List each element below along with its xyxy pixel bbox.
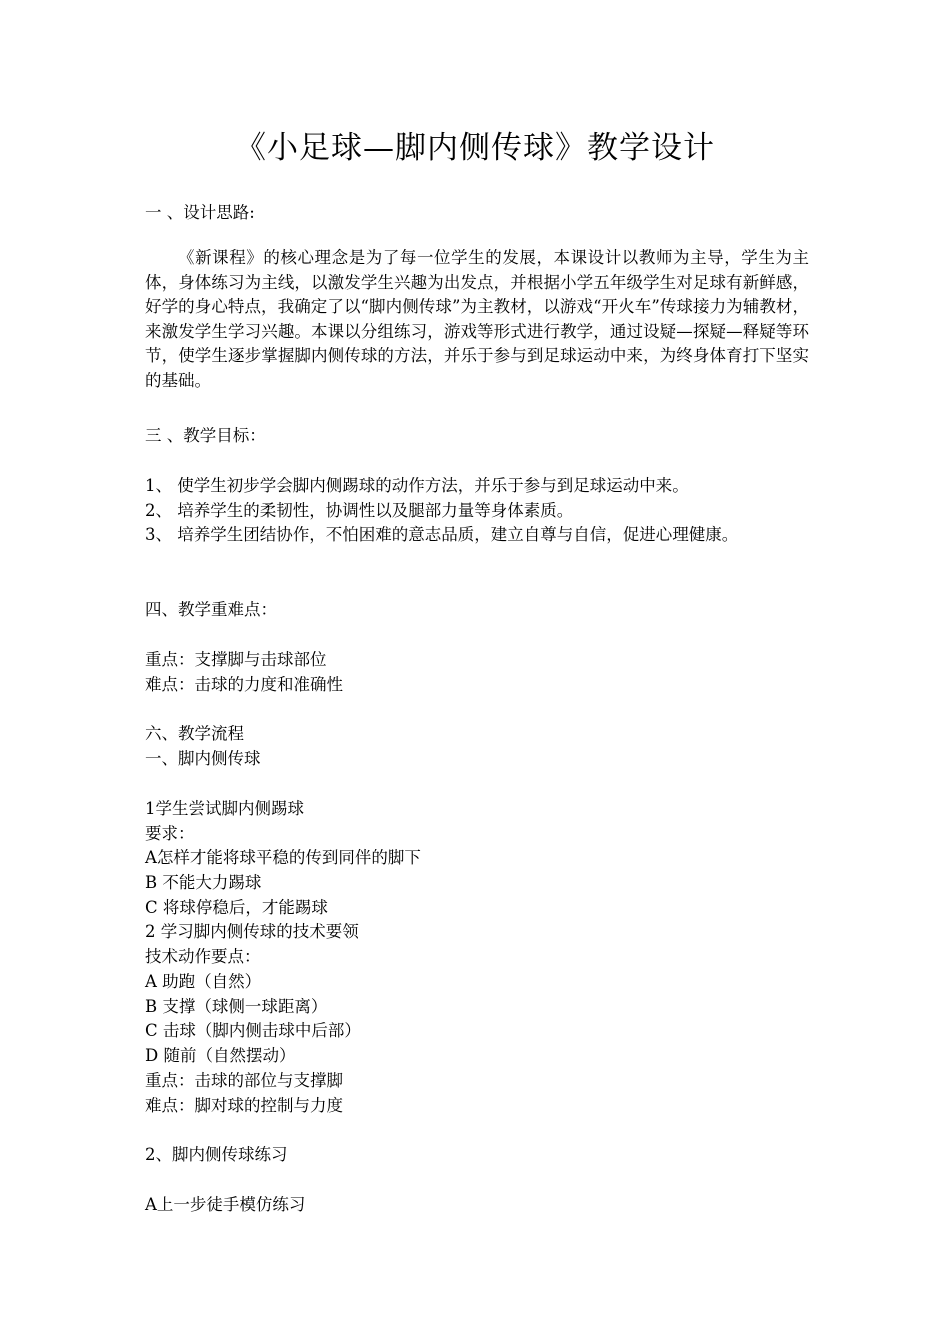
process-line: C 将球停稳后，才能踢球 <box>145 898 328 917</box>
key-point-text: 重点：支撑脚与击球部位 <box>145 650 327 669</box>
objective-item: 2、 培养学生的柔韧性，协调性以及腿部力量等身体素质。 <box>145 501 574 520</box>
process-line: A 助跑（自然） <box>145 972 262 991</box>
practice-item: A上一步徒手模仿练习 <box>145 1195 306 1214</box>
objective-item: 3、 培养学生团结协作，不怕困难的意志品质，建立自尊与自信，促进心理健康。 <box>145 525 739 544</box>
process-line: 技术动作要点： <box>145 947 261 966</box>
process-line: 难点：脚对球的控制与力度 <box>145 1096 343 1115</box>
objective-item: 1、 使学生初步学会脚内侧踢球的动作方法，并乐于参与到足球运动中来。 <box>145 476 689 495</box>
process-line: 1学生尝试脚内侧踢球 <box>145 799 304 818</box>
process-line: 2 学习脚内侧传球的技术要领 <box>145 922 359 941</box>
subsection-heading: 一、脚内侧传球 <box>145 749 261 768</box>
section-heading-key-points: 四、教学重难点： <box>145 600 277 619</box>
document-title: 《小足球—脚内侧传球》教学设计 <box>235 130 715 166</box>
process-line: B 不能大力踢球 <box>145 873 262 892</box>
design-idea-paragraph: 《新课程》的核心理念是为了每一位学生的发展，本课设计以教师为主导，学生为主体，身体练习为主线，以激发学生兴趣为出发点，并根据小学五年级学生对足球有新鲜感，好学的身心特点，我确定了以“脚内侧传球”为主教材，以游戏“开火车”传球接力为辅教材，来激发学生学习兴趣。本课以分组练习，游戏等形式进行教学，通过设疑—探疑—释疑等环节，使学生逐步掌握脚内侧传球的方法，并乐于参与到足球运动中来，为终身体育打下坚实的基础。 <box>145 248 809 390</box>
process-line: B 支撑（球侧一球距离） <box>145 997 328 1016</box>
practice-heading: 2、脚内侧传球练习 <box>145 1145 288 1164</box>
section-heading-objectives: 三 、教学目标： <box>145 426 266 445</box>
process-line: A怎样才能将球平稳的传到同伴的脚下 <box>145 848 421 867</box>
process-line: C 击球（脚内侧击球中后部） <box>145 1021 361 1040</box>
section-heading-design-idea: 一 、设计思路: <box>145 203 255 222</box>
process-line: 要求： <box>145 824 195 843</box>
section-heading-process: 六、教学流程 <box>145 724 244 743</box>
difficulty-text: 难点：击球的力度和准确性 <box>145 675 343 694</box>
process-line: 重点：击球的部位与支撑脚 <box>145 1071 343 1090</box>
process-line: D 随前（自然摆动） <box>145 1046 296 1065</box>
